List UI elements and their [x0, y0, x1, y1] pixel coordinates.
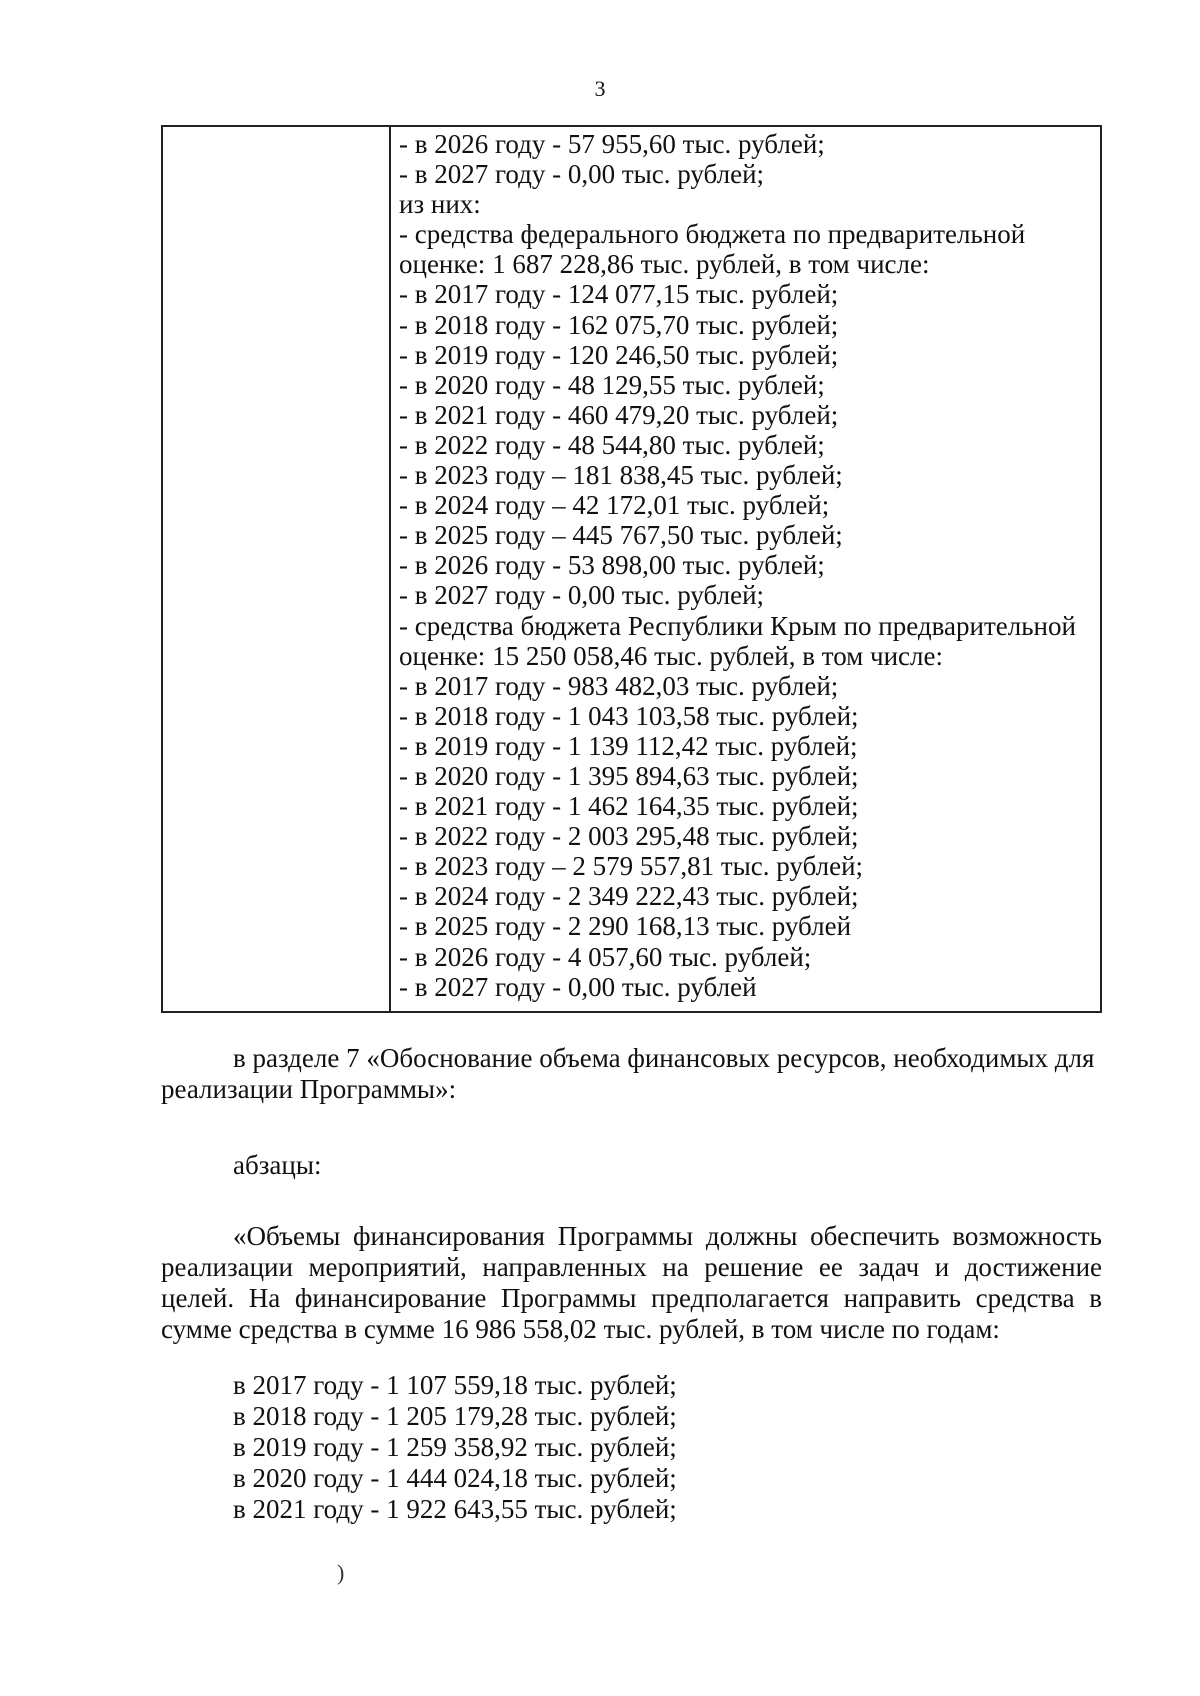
table-line: - в 2022 году - 2 003 295,48 тыс. рублей;	[399, 821, 859, 852]
year-list-item: в 2021 году - 1 922 643,55 тыс. рублей;	[233, 1494, 677, 1524]
funding-table	[161, 125, 1102, 1013]
stray-mark: )	[337, 1560, 345, 1585]
table-line: - в 2019 году - 120 246,50 тыс. рублей;	[399, 339, 839, 370]
year-list-item: в 2020 году - 1 444 024,18 тыс. рублей;	[233, 1463, 677, 1493]
table-line: - в 2026 году - 53 898,00 тыс. рублей;	[399, 550, 825, 581]
table-line: оценке: 1 687 228,86 тыс. рублей, в том числе:	[399, 249, 930, 280]
section-intro: в разделе 7 «Обоснование объема финансовых ресурсов, необходимых для реализации Программы»:	[161, 1043, 1095, 1104]
year-list-item: в 2017 году - 1 107 559,18 тыс. рублей;	[233, 1370, 677, 1400]
table-line: - в 2024 году – 42 172,01 тыс. рублей;	[399, 490, 830, 521]
table-line: - средства федерального бюджета по предварительной	[399, 219, 1026, 250]
table-line: - в 2018 году - 1 043 103,58 тыс. рублей;	[399, 700, 859, 731]
table-line: - в 2023 году – 2 579 557,81 тыс. рублей;	[399, 851, 864, 882]
table-line: - в 2026 году - 57 955,60 тыс. рублей;	[399, 129, 825, 159]
table-line: - в 2018 году - 162 075,70 тыс. рублей;	[399, 309, 839, 340]
page-number: 3	[594, 76, 606, 101]
table-line: - в 2019 году - 1 139 112,42 тыс. рублей;	[399, 730, 858, 761]
table-line: из них:	[399, 189, 481, 220]
table-line: - в 2017 году - 124 077,15 тыс. рублей;	[399, 279, 839, 310]
quote-paragraph: «Объемы финансирования Программы должны обеспечить возможность реализации мероприятий, направленных на решение ее задач и достижение целей. На финансирование Программы предполагается направить средства в сумме средства в сумме 16 986 558,02 тыс. рублей, в том числе по годам:	[161, 1221, 1102, 1344]
table-line: - в 2020 году - 48 129,55 тыс. рублей;	[399, 369, 825, 400]
year-list-item: в 2018 году - 1 205 179,28 тыс. рублей;	[233, 1401, 677, 1431]
table-line: - в 2021 году - 1 462 164,35 тыс. рублей;	[399, 791, 859, 822]
year-list-item: в 2019 году - 1 259 358,92 тыс. рублей;	[233, 1432, 677, 1462]
table-line: оценке: 15 250 058,46 тыс. рублей, в том числе:	[399, 640, 943, 671]
table-line: - в 2020 году - 1 395 894,63 тыс. рублей;	[399, 760, 859, 791]
table-line: - в 2024 году - 2 349 222,43 тыс. рублей;	[399, 881, 859, 912]
table-line: - в 2027 году - 0,00 тыс. рублей;	[399, 580, 765, 611]
table-line: - в 2025 году - 2 290 168,13 тыс. рублей	[399, 911, 852, 942]
table-line: - в 2023 году – 181 838,45 тыс. рублей;	[399, 460, 843, 491]
table-line: - в 2027 году - 0,00 тыс. рублей	[399, 971, 757, 1002]
table-right-cell	[391, 127, 1100, 1011]
year-list	[233, 1370, 677, 1525]
table-line: - в 2025 году – 445 767,50 тыс. рублей;	[399, 520, 843, 551]
table-line: - в 2021 году - 460 479,20 тыс. рублей;	[399, 399, 839, 430]
table-left-cell	[163, 127, 391, 1011]
table-line: - в 2027 году - 0,00 тыс. рублей;	[399, 159, 765, 190]
table-line: - в 2026 году - 4 057,60 тыс. рублей;	[399, 941, 812, 972]
paragraphs-label: абзацы:	[233, 1150, 322, 1180]
table-line: - в 2022 году - 48 544,80 тыс. рублей;	[399, 429, 825, 460]
table-line: - средства бюджета Республики Крым по предварительной	[399, 610, 1076, 641]
table-line: - в 2017 году - 983 482,03 тыс. рублей;	[399, 670, 839, 701]
